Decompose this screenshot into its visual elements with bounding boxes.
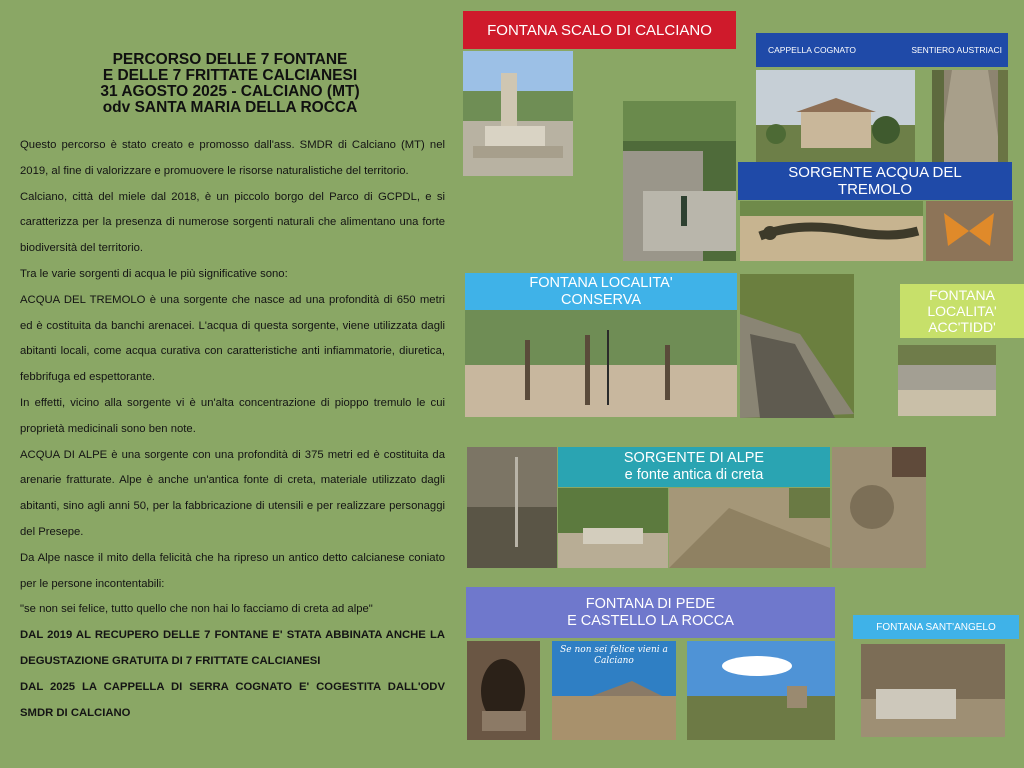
label-alpe-line-1: SORGENTE DI ALPE xyxy=(623,450,765,466)
paragraph-sources-intro: Tra le varie sorgenti di acqua le più significative sono: xyxy=(20,267,288,280)
label-acctidd-line-3: ACC'TIDD' xyxy=(928,319,996,335)
description-text xyxy=(20,133,445,726)
photo-alpe-clay xyxy=(669,488,830,568)
paragraph-myth: Da Alpe nasce il mito della felicità che ha ripreso un antico detto calcianese coniato per le persone incontentabili: xyxy=(20,551,445,590)
label-pede-line-1: FONTANA DI PEDE xyxy=(585,595,716,612)
label-conserva-line-2: CONSERVA xyxy=(560,291,642,308)
label-tremolo-line-1: SORGENTE ACQUA DEL xyxy=(788,164,962,181)
title-line-3: 31 AGOSTO 2025 - CALCIANO (MT) xyxy=(100,83,360,100)
label-conserva-line-1: FONTANA LOCALITA' xyxy=(529,274,673,291)
photo-conserva-trough xyxy=(740,274,854,418)
label-fontana-santangelo: FONTANA SANT'ANGELO xyxy=(853,615,1019,639)
title-line-4: odv SANTA MARIA DELLA ROCCA xyxy=(102,99,358,116)
paragraph-pioppo: In effetti, vicino alla sorgente vi è un'alta concentrazione di pioppo tremulo le cui proprietà medicinali sono ben note. xyxy=(20,396,445,435)
calciano-sign-line-2: Calciano xyxy=(594,656,634,666)
photo-alpe-spring xyxy=(467,447,557,568)
paragraph-alpe: ACQUA DI ALPE è una sorgente con una profondità di 375 metri ed è costituita da arenarie fratturate. Alpe è anche un'antica fonte di creta, materiale utilizzato dagli abitanti, sino agli anni 50, per la fabbricazione di utensili e per realizzare personaggi del Presepe. xyxy=(20,448,445,538)
label-fontana-acctidd xyxy=(900,284,1024,338)
label-cappella-sentiero xyxy=(756,33,1008,67)
photo-alpe-fountain xyxy=(558,488,668,568)
photo-fontana-acctidd xyxy=(898,345,996,416)
label-fontana-conserva xyxy=(465,273,737,310)
label-sorgente-tremolo xyxy=(738,162,1012,200)
photo-cappella-cognato xyxy=(756,70,915,163)
paragraph-frittate: DAL 2019 AL RECUPERO DELLE 7 FONTANE E' STATA ABBINATA ANCHE LA DEGUSTAZIONE GRATUITA DI 7 FRITTATE CALCIANESI xyxy=(20,629,445,667)
label-alpe-line-2: e fonte antica di creta xyxy=(624,467,764,483)
photo-castello-la-rocca xyxy=(687,641,835,740)
photo-calciano-sign xyxy=(552,641,676,740)
label-acctidd-line-2: LOCALITA' xyxy=(927,303,997,319)
paragraph-tremolo: ACQUA DEL TREMOLO è una sorgente che nasce ad una profondità di 650 metri ed è costituita da banchi arenacei. L'acqua di questa sorgente, viene utilizzata dagli abitanti locali, come acqua curativa con caratteristiche anti infiammatorie, diuretica, febbrifuga ed espettorante. xyxy=(20,293,445,384)
photo-pede-tunnel xyxy=(467,641,540,740)
photo-fontana-santangelo xyxy=(861,644,1005,737)
photo-tremolo-butterfly xyxy=(926,201,1013,261)
calciano-sign-line-1: Se non sei felice vieni a xyxy=(560,645,668,655)
label-pede-line-2: E CASTELLO LA ROCCA xyxy=(567,612,734,629)
paragraph-calciano: Calciano, città del miele dal 2018, è un piccolo borgo del Parco di GCPDL, e si caratterizza per la presenza di numerose sorgenti naturali che alimentano una forte biodiversità del territorio. xyxy=(20,190,445,255)
photo-sentiero-austriaci xyxy=(932,70,1008,163)
title-line-2: E DELLE 7 FRITTATE CALCIANESI xyxy=(102,67,358,84)
photo-conserva-park xyxy=(465,310,737,417)
photo-tremolo-newt xyxy=(740,201,923,261)
poster-title xyxy=(20,52,440,116)
label-fontana-scalo: FONTANA SCALO DI CALCIANO xyxy=(463,11,736,49)
calciano-sign-text xyxy=(552,645,676,667)
paragraph-intro: Questo percorso è stato creato e promosso dall'ass. SMDR di Calciano (MT) nel 2019, al fine di valorizzare e promuovere le risorse naturalistiche del territorio. xyxy=(20,139,445,177)
label-acctidd-line-1: FONTANA xyxy=(929,287,995,303)
paragraph-cappella: DAL 2025 LA CAPPELLA DI SERRA COGNATO E' COGESTITA DALL'ODV SMDR DI CALCIANO xyxy=(20,680,445,719)
label-tremolo-line-2: TREMOLO xyxy=(837,181,913,198)
photo-alpe-rocks xyxy=(832,447,926,568)
label-sentiero-austriaci: SENTIERO AUSTRIACI xyxy=(911,44,1002,55)
label-fontana-pede xyxy=(466,587,835,638)
label-sorgente-alpe xyxy=(558,447,830,487)
title-line-1: PERCORSO DELLE 7 FONTANE xyxy=(112,51,348,68)
paragraph-quote: "se non sei felice, tutto quello che non hai lo facciamo di creta ad alpe" xyxy=(20,603,373,616)
label-cappella-cognato: CAPPELLA COGNATO xyxy=(768,44,857,55)
photo-fontana-scalo xyxy=(463,51,573,176)
photo-fontana-stone-basin xyxy=(623,101,736,261)
